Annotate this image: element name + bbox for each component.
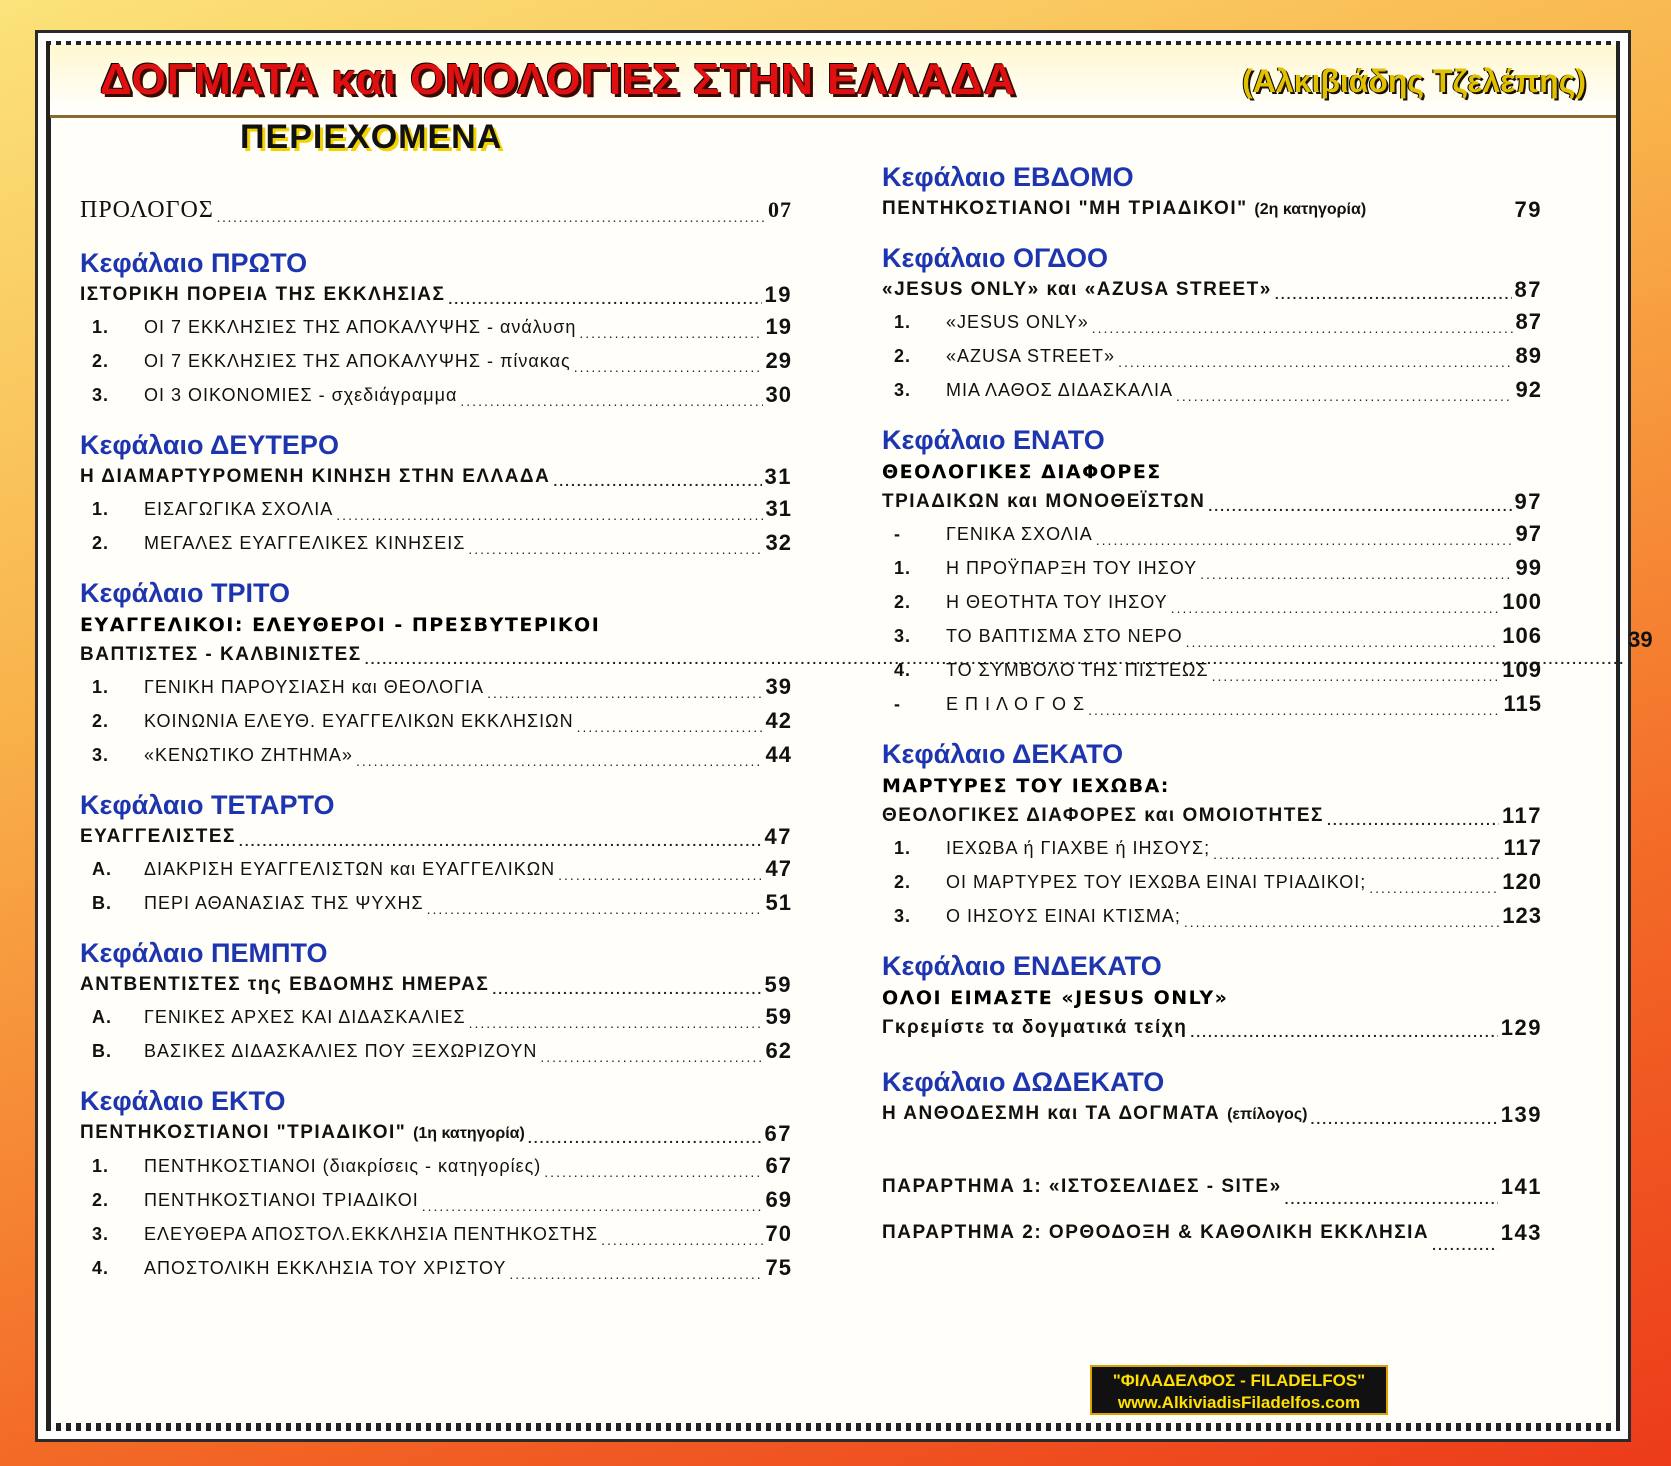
item-text: ΜΕΓΑΛΕΣ ΕΥΑΓΓΕΛΙΚΕΣ ΚΙΝΗΣΕΙΣ <box>144 533 466 553</box>
leader-dots <box>1432 1234 1498 1256</box>
toc-item <box>80 704 792 738</box>
appendices <box>882 1164 1542 1256</box>
chapter-heading: Κεφάλαιο ΔΕΥΤΕΡΟ <box>80 430 339 460</box>
page-number: 87 <box>1514 277 1542 302</box>
item-number: 2. <box>894 592 912 612</box>
item-text: ΠΕΝΤΗΚΟΣΤΙΑΝΟΙ (διακρίσεις - κατηγορίες) <box>144 1156 542 1176</box>
item-number: 3. <box>92 1224 110 1244</box>
leader-dots <box>460 390 762 412</box>
chapter-subtitle: ΒΑΠΤΙΣΤΕΣ - ΚΑΛΒΙΝΙΣΤΕΣ <box>80 644 362 665</box>
page-number: 39 <box>765 674 792 699</box>
page-number: 139 <box>1500 1102 1542 1127</box>
page-number: 87 <box>1515 309 1542 334</box>
chapter-subtitle-row <box>882 801 1542 831</box>
page-number: 62 <box>765 1038 792 1063</box>
chapter-6 <box>80 1084 792 1285</box>
item-number: Α. <box>92 1007 112 1027</box>
item-text: ΚΟΙΝΩΝΙΑ ΕΛΕΥΘ. ΕΥΑΓΓΕΛΙΚΩΝ ΕΚΚΛΗΣΙΩΝ <box>144 711 574 731</box>
leader-dots <box>1327 809 1499 831</box>
leader-dots <box>492 978 761 1000</box>
toc-item <box>882 865 1542 899</box>
leader-dots <box>336 504 762 526</box>
item-number: 2. <box>92 533 110 553</box>
chapter-subtitle-row <box>882 1013 1542 1043</box>
toc-item <box>80 1183 792 1217</box>
item-number: 1. <box>894 558 912 578</box>
item-text: «JESUS ONLY» <box>946 312 1089 332</box>
toc-title: ΠΕΡΙΕΧΟΜΕΝΑ <box>240 118 503 156</box>
item-number: 1. <box>92 317 110 337</box>
prologue-entry <box>80 190 792 230</box>
leader-dots <box>487 682 762 704</box>
item-number: 1. <box>894 838 912 858</box>
chapter-subtitle: ΑΝΤΒΕΝΤΙΣΤΕΣ της ΕΒΔΟΜΗΣ ΗΜΕΡΑΣ <box>80 974 490 995</box>
chapter-subtitle-row <box>882 487 1542 517</box>
item-number: 2. <box>92 351 110 371</box>
page-number: 19 <box>764 282 792 307</box>
page-number: 129 <box>1500 1015 1542 1040</box>
chapter-subtitle: ΘΕΟΛΟΓΙΚΕΣ ΔΙΑΦΟΡΕΣ <box>882 461 1162 483</box>
toc-item <box>882 305 1542 339</box>
item-text: ΓΕΝΙΚΑ ΣΧΟΛΙΑ <box>946 524 1093 544</box>
page-number: 97 <box>1514 489 1542 514</box>
chapter-subtitle-row <box>882 1099 1542 1130</box>
chapter-subtitle-row <box>882 194 1542 225</box>
page-number: 115 <box>1503 691 1542 716</box>
toc-right-column <box>882 160 1542 1272</box>
item-number: - <box>894 524 901 544</box>
leader-dots <box>1092 317 1513 339</box>
toc-item <box>80 852 792 886</box>
leader-dots <box>469 1012 763 1034</box>
toc-row <box>80 190 792 230</box>
chapter-heading: Κεφάλαιο ΕΒΔΟΜΟ <box>882 162 1134 192</box>
item-text: Η ΘΕΟΤΗΤΑ ΤΟΥ ΙΗΣΟΥ <box>946 592 1168 612</box>
item-number: 3. <box>894 380 912 400</box>
chapter-heading: Κεφάλαιο ΟΓΔΟΟ <box>882 243 1108 273</box>
leader-dots <box>1369 877 1499 899</box>
chapter-subtitle-row <box>80 970 792 1000</box>
leader-dots <box>1186 631 1500 653</box>
chapter-heading: Κεφάλαιο ΠΕΜΠΤΟ <box>80 938 328 968</box>
page-number: 69 <box>765 1187 792 1212</box>
item-number: 1. <box>894 312 912 332</box>
toc-item <box>882 687 1542 721</box>
page-number: 44 <box>765 742 792 767</box>
page-number: 75 <box>765 1255 792 1280</box>
chapter-subtitle: ΜΑΡΤΥΡΕΣ ΤΟΥ ΙΕΧΩΒΑ: <box>882 775 1170 797</box>
item-number: 2. <box>92 711 110 731</box>
toc-item <box>80 1034 792 1068</box>
chapter-subtitle: ΠΕΝΤΗΚΟΣΤΙΑΝΟΙ "ΜΗ ΤΡΙΑΔΙΚΟΙ" <box>882 198 1248 219</box>
page-number: 109 <box>1502 657 1542 682</box>
leader-dots <box>528 1127 762 1149</box>
chapter-subtitle: Γκρεμίστε τα δογματικά τείχη <box>882 1017 1188 1038</box>
page-number: 70 <box>765 1221 792 1246</box>
chapter-subtitle-row <box>80 822 792 852</box>
item-text: Ε Π Ι Λ Ο Γ Ο Σ <box>946 694 1086 714</box>
leader-dots <box>1096 529 1513 551</box>
item-number: 3. <box>894 626 912 646</box>
page-number: 67 <box>764 1121 792 1146</box>
leader-dots <box>540 1046 762 1068</box>
toc-item <box>882 619 1542 653</box>
toc-item <box>882 339 1542 373</box>
toc-item <box>80 492 792 526</box>
page-number: 59 <box>764 972 792 997</box>
toc-item <box>80 886 792 920</box>
chapter-subtitle: ΤΡΙΑΔΙΚΩΝ και ΜΟΝΟΘΕΪΣΤΩΝ <box>882 491 1206 512</box>
chapter-4 <box>80 788 792 920</box>
page-number: 32 <box>765 530 792 555</box>
chapter-subtitle: ΠΕΝΤΗΚΟΣΤΙΑΝΟΙ "ΤΡΙΑΔΙΚΟΙ" <box>80 1122 407 1143</box>
chapter-2 <box>80 428 792 560</box>
page-number: 79 <box>1514 197 1542 222</box>
item-text: ΟΙ 3 ΟΙΚΟΝΟΜΙΕΣ - σχεδιάγραμμα <box>144 385 458 405</box>
item-text: ΜΙΑ ΛΑΘΟΣ ΔΙΔΑΣΚΑΛΙΑ <box>946 380 1174 400</box>
appendix-text: ΠΑΡΑΡΤΗΜΑ 2: ΟΡΘΟΔΟΞΗ & ΚΑΘΟΛΙΚΗ ΕΚΚΛΗΣΙΑ <box>882 1222 1430 1243</box>
page-number: 143 <box>1500 1220 1542 1245</box>
chapter-heading: Κεφάλαιο ΕΝΔΕΚΑΤΟ <box>882 951 1162 981</box>
badge-name: "ΦΙΛΑΔΕΛΦΟΣ - FILADELFOS" <box>1112 1371 1366 1390</box>
page-number: 19 <box>765 314 792 339</box>
chapter-subtitle: Η ΑΝΘΟΔΕΣΜΗ και ΤΑ ΔΟΓΜΑΤΑ <box>882 1103 1221 1124</box>
leader-dots <box>239 830 762 852</box>
item-number: 1. <box>92 677 110 697</box>
chapter-note: (1η κατηγορία) <box>413 1125 525 1142</box>
chapter-subtitle: ΘΕΟΛΟΓΙΚΕΣ ΔΙΑΦΟΡΕΣ και ΟΜΟΙΟΤΗΤΕΣ <box>882 805 1324 826</box>
page-number: 59 <box>765 1004 792 1029</box>
item-number: 1. <box>92 1156 110 1176</box>
page-number: 120 <box>1502 869 1542 894</box>
chapter-heading: Κεφάλαιο ΔΩΔΕΚΑΤΟ <box>882 1067 1165 1097</box>
toc-item <box>80 1000 792 1034</box>
leader-dots <box>1275 283 1512 305</box>
chapter-5 <box>80 936 792 1068</box>
item-text: ΔΙΑΚΡΙΣΗ ΕΥΑΓΓΕΛΙΣΤΩΝ και ΕΥΑΓΓΕΛΙΚΩΝ <box>144 859 556 879</box>
toc-item <box>882 551 1542 585</box>
page-number: 89 <box>1515 343 1542 368</box>
chapter-subtitle-row <box>80 1118 792 1149</box>
leader-dots <box>1190 1021 1497 1043</box>
leader-dots <box>356 750 763 772</box>
item-text: ΒΑΣΙΚΕΣ ΔΙΔΑΣΚΑΛΙΕΣ ΠΟΥ ΞΕΧΩΡΙΖΟΥΝ <box>144 1041 538 1061</box>
toc-item <box>80 378 792 412</box>
chapter-8 <box>882 241 1542 407</box>
chapter-note: (2η κατηγορία) <box>1254 201 1367 218</box>
chapter-heading: Κεφάλαιο ΤΕΤΑΡΤΟ <box>80 790 335 820</box>
leader-dots <box>468 538 762 560</box>
chapter-12 <box>882 1065 1542 1130</box>
item-number: 4. <box>92 1258 110 1278</box>
chapter-subtitle-row <box>80 462 792 492</box>
page-number: 39 <box>1628 627 1653 652</box>
page-number: 106 <box>1502 623 1542 648</box>
toc-item <box>882 517 1542 551</box>
chapter-11 <box>882 949 1542 1043</box>
toc-item <box>80 1149 792 1183</box>
page-number: 100 <box>1502 589 1542 614</box>
item-number: 3. <box>894 906 912 926</box>
item-number: Β. <box>92 893 112 913</box>
item-text: «ΚΕΝΩΤΙΚΟ ΖΗΤΗΜΑ» <box>144 745 353 765</box>
page-number: 92 <box>1515 377 1542 402</box>
page-number: 07 <box>768 197 792 222</box>
item-text: ΟΙ ΜΑΡΤΥΡΕΣ ΤΟΥ ΙΕΧΩΒΑ ΕΙΝΑΙ ΤΡΙΑΔΙΚΟΙ; <box>946 872 1367 892</box>
toc-item <box>80 1251 792 1285</box>
leader-dots <box>1171 597 1500 619</box>
item-number: 2. <box>894 346 912 366</box>
leader-dots <box>1310 1108 1497 1130</box>
toc-item <box>80 310 792 344</box>
author-name: (Αλκιβιάδης Τζελέπης) <box>1242 63 1586 99</box>
item-text: Η ΠΡΟΫΠΑΡΞΗ ΤΟΥ ΙΗΣΟΥ <box>946 558 1198 578</box>
item-number: Β. <box>92 1041 112 1061</box>
chapter-10 <box>882 737 1542 933</box>
chapter-heading: Κεφάλαιο ΤΡΙΤΟ <box>80 578 291 608</box>
chapter-subtitle: ΟΛΟΙ ΕΙΜΑΣΤΕ «JESUS ONLY» <box>882 987 1229 1009</box>
leader-dots <box>1088 699 1500 721</box>
leader-dots <box>1176 385 1512 407</box>
page-number: 117 <box>1503 835 1542 860</box>
page-number: 29 <box>765 348 792 373</box>
item-text: Ο ΙΗΣΟΥΣ ΕΙΝΑΙ ΚΤΙΣΜΑ; <box>946 906 1181 926</box>
leader-dots <box>1212 665 1500 687</box>
item-number: - <box>894 694 901 714</box>
item-text: ΤΟ ΣΥΜΒΟΛΟ ΤΗΣ ΠΙΣΤΕΩΣ <box>946 660 1209 680</box>
chapter-9 <box>882 423 1542 721</box>
leader-dots <box>1285 1188 1498 1210</box>
chapter-1 <box>80 246 792 412</box>
leader-dots <box>1200 563 1512 585</box>
page-number: 141 <box>1500 1174 1542 1199</box>
page-number: 117 <box>1502 803 1542 828</box>
page-number: 97 <box>1515 521 1542 546</box>
toc-item <box>882 899 1542 933</box>
toc-item <box>80 526 792 560</box>
leader-dots <box>558 864 762 886</box>
leader-dots <box>553 470 761 492</box>
leader-dots <box>1208 495 1511 517</box>
leader-dots <box>544 1161 762 1183</box>
item-text: ΕΛΕΥΘΕΡΑ ΑΠΟΣΤΟΛ.ΕΚΚΛΗΣΙΑ ΠΕΝΤΗΚΟΣΤΗΣ <box>144 1224 599 1244</box>
item-text: ΑΠΟΣΤΟΛΙΚΗ ΕΚΚΛΗΣΙΑ ΤΟΥ ΧΡΙΣΤΟΥ <box>144 1258 507 1278</box>
chapter-heading: Κεφάλαιο ΕΚΤΟ <box>80 1086 286 1116</box>
leader-dots <box>579 322 762 344</box>
chapter-subtitle: Η ΔΙΑΜΑΡΤΥΡΟΜΕΝΗ ΚΙΝΗΣΗ ΣΤΗΝ ΕΛΛΑΔΑ <box>80 466 551 487</box>
website-badge[interactable] <box>1090 1365 1388 1415</box>
page-number: 99 <box>1515 555 1542 580</box>
appendix-text: ΠΑΡΑΡΤΗΜΑ 1: «ΙΣΤΟΣΕΛΙΔΕΣ - SITE» <box>882 1176 1282 1197</box>
chapter-subtitle: «JESUS ONLY» και «AZUSA STREET» <box>882 279 1272 300</box>
toc-item <box>882 373 1542 407</box>
item-number: 1. <box>92 499 110 519</box>
chapter-note: (επίλογος) <box>1227 1106 1308 1123</box>
item-text: ΠΕΡΙ ΑΘΑΝΑΣΙΑΣ ΤΗΣ ΨΥΧΗΣ <box>144 893 424 913</box>
page-number: 31 <box>764 464 792 489</box>
toc-item <box>80 738 792 772</box>
page-number: 123 <box>1502 903 1542 928</box>
leader-dots <box>427 898 763 920</box>
item-text: ΟΙ 7 ΕΚΚΛΗΣΙΕΣ ΤΗΣ ΑΠΟΚΑΛΥΨΗΣ - πίνακας <box>144 351 571 371</box>
badge-url[interactable]: www.AlkiviadisFiladelfos.com <box>1117 1393 1361 1412</box>
chapter-subtitle: ΕΥΑΓΓΕΛΙΣΤΕΣ <box>80 826 236 847</box>
toc-item <box>80 670 792 704</box>
chapter-heading: Κεφάλαιο ΔΕΚΑΤΟ <box>882 739 1124 769</box>
item-text: «AZUSA STREET» <box>946 346 1116 366</box>
item-number: 3. <box>92 745 110 765</box>
item-number: 4. <box>894 660 912 680</box>
toc-item <box>80 344 792 378</box>
leader-dots <box>1118 351 1512 373</box>
leader-dots <box>448 288 761 310</box>
header-band <box>50 45 1616 118</box>
item-number: 2. <box>92 1190 110 1210</box>
chapter-heading: Κεφάλαιο ΠΡΩΤΟ <box>80 248 308 278</box>
item-text: ΠΕΝΤΗΚΟΣΤΙΑΝΟΙ ΤΡΙΑΔΙΚΟΙ <box>144 1190 419 1210</box>
main-title: ΔΟΓΜΑΤΑ και ΟΜΟΛΟΓΙΕΣ ΣΤΗΝ ΕΛΛΑΔΑ <box>100 55 1017 104</box>
chapter-heading: Κεφάλαιο ΕΝΑΤΟ <box>882 425 1105 455</box>
appendix-row <box>882 1164 1542 1210</box>
leader-dots <box>1184 911 1499 933</box>
page-number: 51 <box>765 890 792 915</box>
item-text: ΓΕΝΙΚΗ ΠΑΡΟΥΣΙΑΣΗ και ΘΕΟΛΟΓΙΑ <box>144 677 485 697</box>
item-number: 2. <box>894 872 912 892</box>
toc-item <box>882 653 1542 687</box>
page-number: 42 <box>765 708 792 733</box>
toc-item <box>882 585 1542 619</box>
chapter-subtitle-row <box>80 280 792 310</box>
chapter-7 <box>882 160 1542 225</box>
page-number: 47 <box>764 824 792 849</box>
chapter-subtitle: ΙΣΤΟΡΙΚΗ ΠΟΡΕΙΑ ΤΗΣ ΕΚΚΛΗΣΙΑΣ <box>80 284 446 305</box>
leader-dots <box>601 1229 762 1251</box>
appendix-row <box>882 1210 1542 1256</box>
page-number: 67 <box>765 1153 792 1178</box>
item-text: ΤΟ ΒΑΠΤΙΣΜΑ ΣΤΟ ΝΕΡΟ <box>946 626 1183 646</box>
prologue-label: ΠΡΟΛΟΓΟΣ <box>80 197 214 223</box>
leader-dots <box>217 208 765 230</box>
leader-dots <box>1213 843 1500 865</box>
item-text: ΓΕΝΙΚΕΣ ΑΡΧΕΣ ΚΑΙ ΔΙΔΑΣΚΑΛΙΕΣ <box>144 1007 466 1027</box>
toc-item <box>80 1217 792 1251</box>
item-number: Α. <box>92 859 112 879</box>
item-text: ΟΙ 7 ΕΚΚΛΗΣΙΕΣ ΤΗΣ ΑΠΟΚΑΛΥΨΗΣ - ανάλυση <box>144 317 577 337</box>
item-number: 3. <box>92 385 110 405</box>
chapter-subtitle-row <box>882 275 1542 305</box>
chapter-subtitle: ΕΥΑΓΓΕΛΙΚΟΙ: ΕΛΕΥΘΕΡΟΙ - ΠΡΕΣΒΥΤΕΡΙΚΟΙ <box>80 614 601 636</box>
leader-dots <box>509 1263 762 1285</box>
item-text: ΙΕΧΩΒΑ ή ΓΙΑΧΒΕ ή ΙΗΣΟΥΣ; <box>946 838 1211 858</box>
page-number: 31 <box>765 496 792 521</box>
leader-dots <box>577 716 763 738</box>
page-number: 30 <box>765 382 792 407</box>
toc-item <box>882 831 1542 865</box>
leader-dots <box>422 1195 763 1217</box>
item-text: ΕΙΣΑΓΩΓΙΚΑ ΣΧΟΛΙΑ <box>144 499 334 519</box>
leader-dots <box>574 356 763 378</box>
page-number: 47 <box>765 856 792 881</box>
